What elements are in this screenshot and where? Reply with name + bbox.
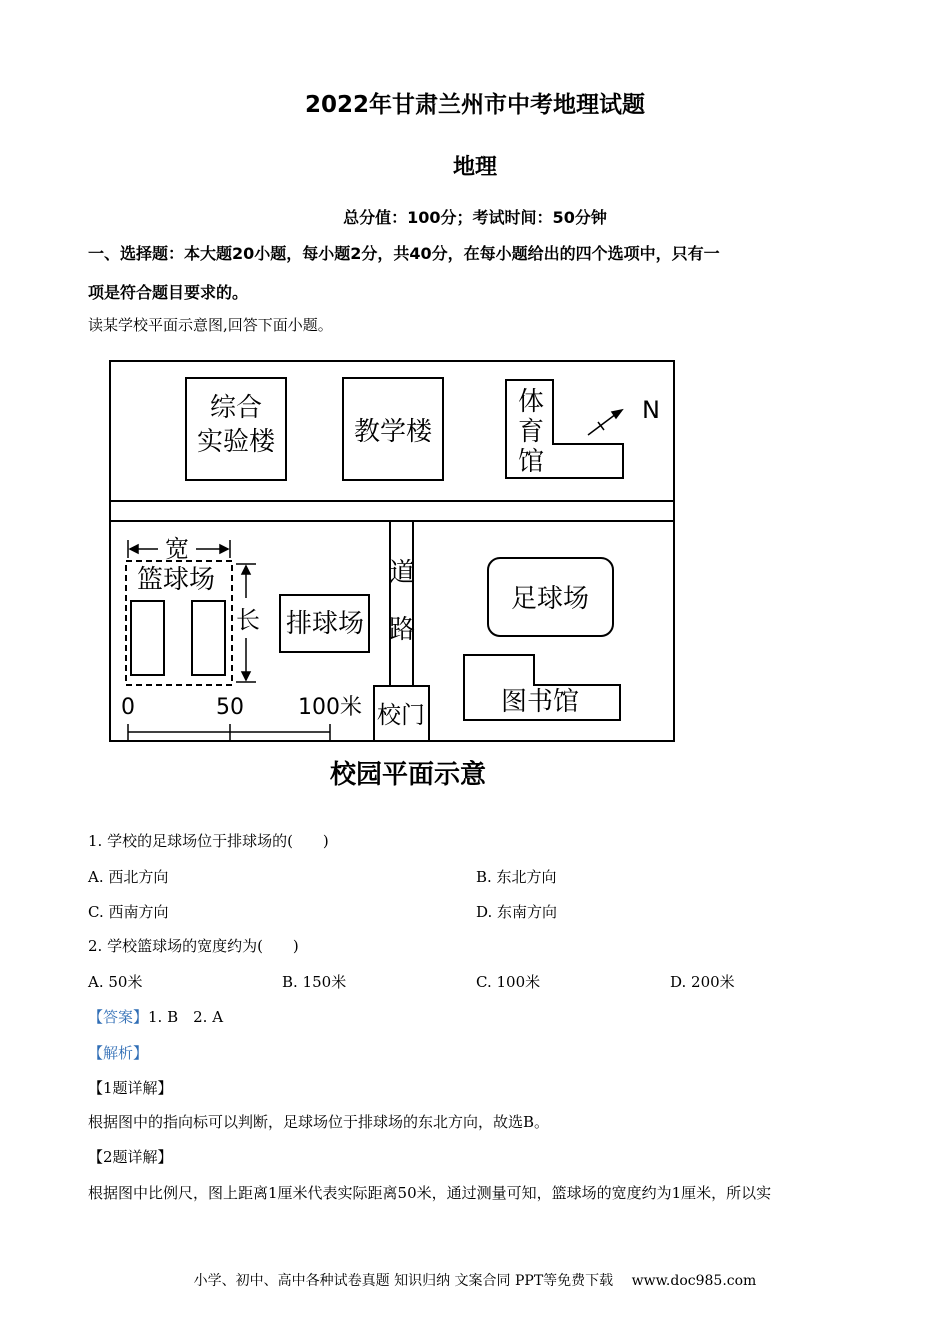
q2-option-c: C. 100米 [476,973,541,991]
answer-line [88,1006,223,1027]
exam-meta: 总分值：100分；考试时间：50分钟 [343,208,607,227]
page-footer: 小学、初中、高中各种试卷真题 知识归纳 文案合同 PPT等免费下载 www.doc985.com [193,1273,757,1289]
answer-label: 【答案】 [88,1008,149,1026]
gate-label: 校门 [377,701,425,729]
q2-option-d: D. 200米 [670,973,735,991]
document-title: 2022年甘肃兰州市中考地理试题 [304,92,645,118]
football-label: 足球场 [510,584,590,614]
section-heading-line1: 一、选择题：本大题20小题，每小题2分，共40分，在每小题给出的四个选项中，只有一 [88,244,720,263]
library-label: 图书馆 [500,687,580,717]
teaching-label: 教学楼 [353,417,433,447]
q1-stem: 1. 学校的足球场位于排球场的( ) [88,832,329,850]
q1-option-b: B. 东北方向 [476,868,557,886]
road-label-2: 路 [388,615,416,645]
width-label: 宽 [165,535,189,563]
campus-map-figure [108,358,678,798]
map-caption: 校园平面示意 [329,760,487,790]
lab-label-1: 综合 [209,393,263,423]
scale-50: 50 [216,695,244,720]
detail1-label: 【1题详解】 [88,1079,173,1097]
question-intro: 读某学校平面示意图,回答下面小题。 [88,316,333,334]
q2-stem: 2. 学校篮球场的宽度约为( ) [88,937,299,955]
q2-option-b: B. 150米 [282,973,347,991]
length-label: 长 [236,606,260,634]
answer-value: 1. B 2. A [148,1008,224,1026]
subject-heading: 地理 [452,155,497,180]
scale-100: 100米 [298,695,362,720]
analysis-label: 【解析】 [88,1044,149,1062]
q2-option-a: A. 50米 [88,973,143,991]
volleyball-label: 排球场 [285,609,365,639]
q1-option-c: C. 西南方向 [88,903,169,921]
section-heading-line2: 项是符合题目要求的。 [88,283,249,302]
gym-label-1: 体 [517,387,545,417]
basketball-label: 篮球场 [136,565,216,595]
detail1-text: 根据图中的指向标可以判断，足球场位于排球场的东北方向，故选B。 [88,1113,550,1131]
detail2-label: 【2题详解】 [88,1148,173,1166]
gym-label-3: 馆 [517,447,545,477]
gym-label-2: 育 [517,417,545,447]
q1-option-a: A. 西北方向 [88,868,169,886]
north-label: N [642,396,660,424]
road-label-1: 道 [388,558,416,588]
detail2-text: 根据图中比例尺，图上距离1厘米代表实际距离50米，通过测量可知，篮球场的宽度约为1厘米，所以实 [88,1184,772,1202]
lab-label-2: 实验楼 [196,427,276,457]
scale-0: 0 [121,695,135,720]
q1-option-d: D. 东南方向 [476,903,558,921]
